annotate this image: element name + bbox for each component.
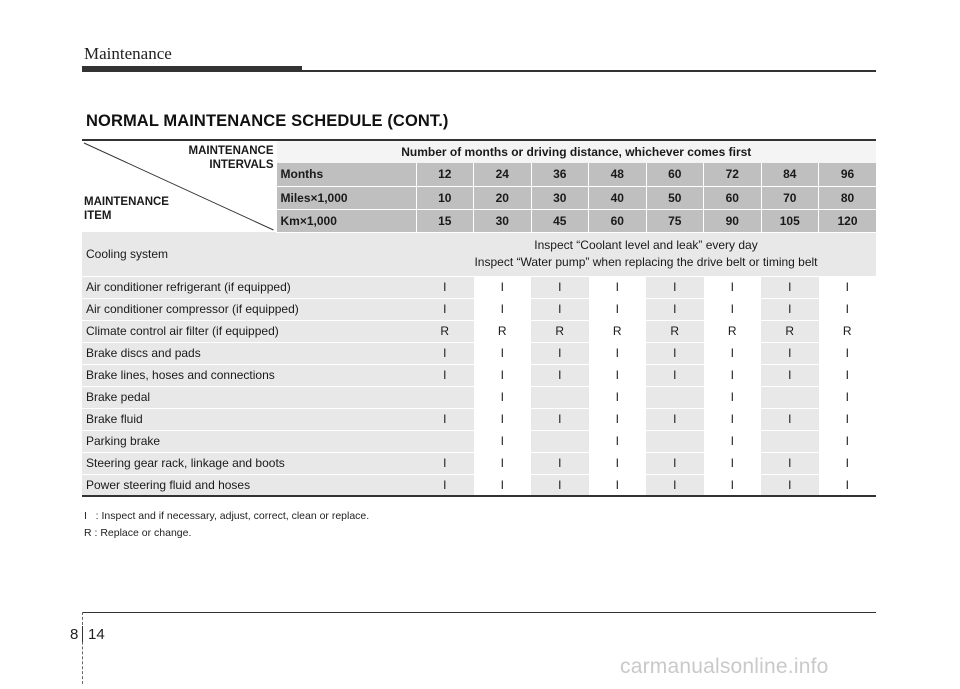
schedule-mark: I [474,386,532,408]
schedule-mark: I [819,298,877,320]
schedule-mark: I [416,452,474,474]
schedule-mark: I [819,452,877,474]
item-name: Power steering fluid and hoses [82,474,416,496]
schedule-mark: I [761,276,819,298]
schedule-mark: R [531,320,589,342]
schedule-mark: I [589,474,647,496]
section-title: Maintenance [84,44,172,63]
schedule-mark: I [819,408,877,430]
schedule-mark: I [646,452,704,474]
schedule-mark: I [589,298,647,320]
schedule-mark: R [704,320,762,342]
schedule-mark: I [474,474,532,496]
interval-value: 84 [761,163,819,186]
page-number-separator [82,626,83,642]
interval-value: 105 [761,209,819,232]
schedule-mark: I [761,474,819,496]
schedule-mark [416,430,474,452]
interval-value: 70 [761,186,819,209]
schedule-row [82,298,876,320]
item-name: Cooling system [82,232,416,276]
schedule-mark: I [704,298,762,320]
schedule-mark: I [474,364,532,386]
item-name: Air conditioner refrigerant (if equipped) [82,276,416,298]
schedule-row [82,276,876,298]
schedule-mark: I [819,430,877,452]
interval-value: 60 [646,163,704,186]
schedule-mark: I [819,276,877,298]
interval-value: 96 [819,163,877,186]
schedule-mark: I [704,342,762,364]
schedule-row [82,364,876,386]
maintenance-schedule-table [82,139,876,497]
schedule-mark [761,386,819,408]
item-name: Parking brake [82,430,416,452]
item-name: Brake fluid [82,408,416,430]
schedule-mark: R [474,320,532,342]
chapter-number: 8 [70,626,79,643]
schedule-row [82,474,876,496]
interval-value: 40 [589,186,647,209]
interval-value: 36 [531,163,589,186]
schedule-mark: I [819,386,877,408]
item-name: Brake pedal [82,386,416,408]
interval-value: 50 [646,186,704,209]
schedule-mark: I [589,430,647,452]
schedule-mark: I [589,342,647,364]
schedule-mark: I [646,298,704,320]
interval-value: 80 [819,186,877,209]
schedule-mark: I [589,276,647,298]
interval-value: 15 [416,209,474,232]
schedule-mark: I [704,386,762,408]
schedule-mark: I [531,298,589,320]
schedule-mark: I [589,386,647,408]
schedule-mark: I [589,452,647,474]
schedule-mark: I [761,342,819,364]
schedule-mark: I [416,298,474,320]
schedule-mark: I [589,408,647,430]
schedule-mark: I [819,474,877,496]
schedule-mark: I [819,342,877,364]
schedule-mark: I [761,452,819,474]
schedule-mark: I [704,276,762,298]
schedule-mark: I [589,364,647,386]
interval-value: 10 [416,186,474,209]
page-heading: NORMAL MAINTENANCE SCHEDULE (CONT.) [86,112,449,130]
schedule-mark: I [646,342,704,364]
schedule-mark: I [646,474,704,496]
interval-value: 30 [531,186,589,209]
item-name: Air conditioner compressor (if equipped) [82,298,416,320]
schedule-row [82,430,876,452]
interval-value: 24 [474,163,532,186]
corner-header-cell [82,140,276,232]
interval-unit-label: Miles×1,000 [276,186,416,209]
corner-label-item: MAINTENANCE ITEM [84,196,169,222]
interval-value: 60 [704,186,762,209]
schedule-mark [416,386,474,408]
schedule-mark: I [416,364,474,386]
item-name: Brake discs and pads [82,342,416,364]
schedule-mark: I [474,408,532,430]
schedule-mark: I [531,342,589,364]
schedule-mark: I [646,364,704,386]
schedule-mark: I [646,408,704,430]
schedule-mark: R [761,320,819,342]
interval-value: 45 [531,209,589,232]
interval-value: 75 [646,209,704,232]
header-rule-thin [302,70,876,72]
schedule-row [82,342,876,364]
schedule-mark: I [474,452,532,474]
schedule-mark [531,430,589,452]
schedule-mark: I [531,364,589,386]
schedule-mark: R [589,320,647,342]
interval-value: 90 [704,209,762,232]
schedule-mark: I [819,364,877,386]
schedule-mark: I [474,298,532,320]
schedule-row [82,452,876,474]
schedule-mark [646,386,704,408]
header-row-span [82,140,876,163]
watermark: carmanualsonline.info [620,655,829,678]
schedule-row [82,386,876,408]
note-replace: R : Replace or change. [84,527,192,539]
header-rule-thick [82,66,302,72]
schedule-mark: I [474,430,532,452]
page-number: 14 [88,626,105,643]
interval-value: 120 [819,209,877,232]
schedule-mark: I [704,364,762,386]
schedule-mark: I [416,276,474,298]
schedule-mark: I [416,342,474,364]
schedule-row-cooling [82,232,876,276]
schedule-mark: I [646,276,704,298]
interval-value: 60 [589,209,647,232]
interval-value: 48 [589,163,647,186]
schedule-mark: R [416,320,474,342]
schedule-mark [761,430,819,452]
interval-value: 72 [704,163,762,186]
schedule-mark: R [646,320,704,342]
schedule-mark: I [761,408,819,430]
schedule-mark: I [474,342,532,364]
schedule-mark: I [531,452,589,474]
schedule-mark: I [474,276,532,298]
schedule-mark: I [704,474,762,496]
schedule-mark: I [531,408,589,430]
interval-unit-label: Km×1,000 [276,209,416,232]
schedule-mark: I [531,474,589,496]
schedule-mark: R [819,320,877,342]
interval-value: 20 [474,186,532,209]
interval-span-header: Number of months or driving distance, whichever comes first [276,140,876,163]
schedule-row [82,320,876,342]
interval-value: 30 [474,209,532,232]
schedule-mark: I [704,430,762,452]
interval-unit-label: Months [276,163,416,186]
schedule-mark: I [761,298,819,320]
corner-label-intervals: MAINTENANCE INTERVALS [188,145,274,171]
cooling-instructions: Inspect “Coolant level and leak” every day Inspect “Water pump” when replacing the drive belt or timing belt [416,232,876,276]
schedule-mark: I [531,276,589,298]
schedule-mark: I [704,452,762,474]
item-name: Climate control air filter (if equipped) [82,320,416,342]
schedule-mark: I [704,408,762,430]
item-name: Brake lines, hoses and connections [82,364,416,386]
schedule-mark [531,386,589,408]
schedule-mark: I [416,408,474,430]
footer-dashed-line [82,612,83,684]
interval-value: 12 [416,163,474,186]
item-name: Steering gear rack, linkage and boots [82,452,416,474]
schedule-mark: I [416,474,474,496]
schedule-mark: I [761,364,819,386]
schedule-mark [646,430,704,452]
note-inspect: I : Inspect and if necessary, adjust, correct, clean or replace. [84,510,370,522]
schedule-row [82,408,876,430]
footer-rule [82,612,876,613]
